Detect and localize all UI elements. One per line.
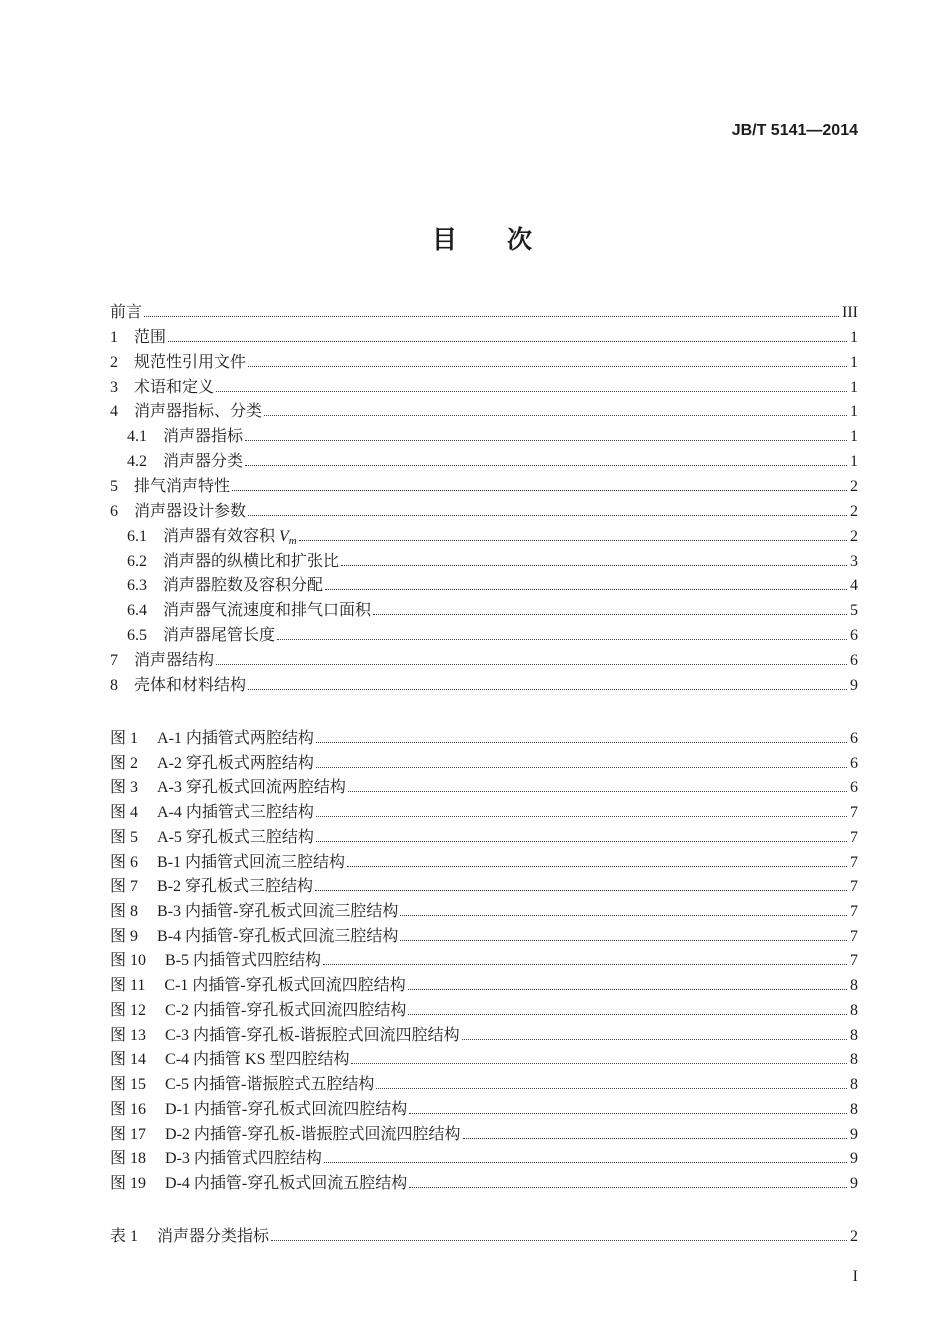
- dot-leader: [323, 964, 847, 965]
- figure-entry: [110, 974, 858, 999]
- figure-number: 图 19: [110, 1174, 147, 1192]
- figure-title: B-3 内插管-穿孔板式回流三腔结构: [157, 903, 399, 921]
- toc-number: 3: [110, 378, 118, 396]
- document-code: JB/T 5141—2014: [731, 122, 858, 139]
- dot-leader: [232, 490, 847, 491]
- figure-entry: [110, 826, 858, 851]
- toc-table-list: [110, 1225, 858, 1250]
- figure-entry: [110, 752, 858, 777]
- toc-title: 消声器分类: [163, 453, 244, 471]
- dot-leader: [316, 742, 847, 743]
- toc-number: 4: [110, 403, 118, 421]
- dot-leader: [351, 1063, 847, 1064]
- figure-entry: [110, 1073, 858, 1098]
- figure-number: 图 18: [110, 1150, 147, 1168]
- toc-entry: [110, 376, 858, 401]
- dot-leader: [348, 791, 847, 792]
- dot-leader: [277, 639, 847, 640]
- toc-entry: [110, 525, 858, 550]
- figure-title: A-5 穿孔板式三腔结构: [157, 828, 314, 846]
- toc-number: 6.2: [127, 552, 147, 570]
- figure-title: B-2 穿孔板式三腔结构: [157, 878, 314, 896]
- toc-page-number: 4: [850, 577, 858, 595]
- toc-title: 消声器的纵横比和扩张比: [163, 552, 340, 570]
- toc-page-number: 3: [850, 552, 858, 570]
- toc-number: 4.2: [127, 453, 147, 471]
- toc-page-number: 1: [850, 428, 858, 446]
- figure-page-number: 7: [850, 952, 858, 970]
- figure-page-number: 7: [850, 804, 858, 822]
- toc-number: 4.1: [127, 428, 147, 446]
- figure-page-number: 7: [850, 828, 858, 846]
- figure-entry: [110, 727, 858, 752]
- toc-number: 6.1: [127, 527, 147, 545]
- figure-number: 图 2: [110, 754, 139, 772]
- toc-number: 5: [110, 478, 118, 496]
- figure-page-number: 8: [850, 1001, 858, 1019]
- toc-page-number: 1: [850, 353, 858, 371]
- toc-title: 消声器气流速度和排气口面积: [163, 602, 372, 620]
- toc-page-number: 1: [850, 328, 858, 346]
- dot-leader: [462, 1039, 847, 1040]
- toc-number: 6.5: [127, 627, 147, 645]
- dot-leader: [216, 391, 847, 392]
- figure-entry: [110, 925, 858, 950]
- figure-entry: [110, 900, 858, 925]
- toc-entry: [110, 400, 858, 425]
- toc-title: 目 次: [432, 226, 533, 254]
- figure-number: 图 10: [110, 952, 147, 970]
- figure-page-number: 7: [850, 853, 858, 871]
- toc-title: 消声器设计参数: [134, 502, 247, 520]
- figure-page-number: 6: [850, 779, 858, 797]
- dot-leader: [299, 540, 847, 541]
- toc-figure-list: [110, 727, 858, 1197]
- table-title: 消声器分类指标: [157, 1228, 270, 1245]
- dot-leader: [216, 664, 847, 665]
- figure-title: B-5 内插管式四腔结构: [165, 952, 322, 970]
- toc-title: 壳体和材料结构: [134, 676, 247, 694]
- figure-title: D-4 内插管-穿孔板式回流五腔结构: [165, 1174, 408, 1192]
- figure-number: 图 11: [110, 977, 146, 995]
- figure-number: 图 3: [110, 779, 139, 797]
- figure-page-number: 9: [850, 1150, 858, 1168]
- figure-number: 图 4: [110, 804, 139, 822]
- toc-number: 7: [110, 652, 118, 670]
- figure-title: D-2 内插管-穿孔板-谐振腔式回流四腔结构: [165, 1125, 461, 1143]
- figure-entry: [110, 875, 858, 900]
- figure-title: C-1 内插管-穿孔板式回流四腔结构: [164, 977, 406, 995]
- toc-page-number: 2: [850, 502, 858, 520]
- toc-page-number: 5: [850, 602, 858, 620]
- toc-entry: [110, 624, 858, 649]
- dot-leader: [324, 1162, 847, 1163]
- toc-entry: [110, 351, 858, 376]
- figure-title: D-3 内插管式四腔结构: [165, 1150, 322, 1168]
- toc-title: 消声器腔数及容积分配: [163, 577, 324, 595]
- toc-entry: [110, 301, 858, 326]
- table-number: 表 1: [110, 1228, 139, 1245]
- figure-number: 图 7: [110, 878, 139, 896]
- dot-leader: [271, 1240, 847, 1241]
- toc-number: 6.3: [127, 577, 147, 595]
- toc-entry: [110, 599, 858, 624]
- table-page-number: 2: [850, 1228, 858, 1245]
- toc-title: 术语和定义: [134, 378, 215, 396]
- toc-title: 消声器有效容积: [163, 527, 276, 545]
- figure-page-number: 9: [850, 1125, 858, 1143]
- toc-title: 消声器结构: [134, 652, 215, 670]
- toc-page-number: 1: [850, 453, 858, 471]
- toc-title: 排气消声特性: [134, 478, 231, 496]
- toc-title: 前言: [110, 304, 143, 321]
- figure-title: C-5 内插管-谐振腔式五腔结构: [165, 1076, 375, 1094]
- dot-leader: [376, 1088, 847, 1089]
- toc-page-number: 2: [850, 478, 858, 496]
- dot-leader: [168, 341, 847, 342]
- toc-page-number: 6: [850, 627, 858, 645]
- dot-leader: [316, 767, 847, 768]
- figure-entry: [110, 776, 858, 801]
- toc-number: 8: [110, 676, 118, 694]
- figure-entry: [110, 1147, 858, 1172]
- toc-entry: [110, 674, 858, 699]
- dot-leader: [400, 940, 847, 941]
- figure-title: A-4 内插管式三腔结构: [157, 804, 314, 822]
- figure-entry: [110, 949, 858, 974]
- dot-leader: [248, 515, 847, 516]
- dot-leader: [264, 415, 847, 416]
- dot-leader: [373, 614, 847, 615]
- figure-entry: [110, 1024, 858, 1049]
- dot-leader: [325, 589, 847, 590]
- figure-title: D-1 内插管-穿孔板式回流四腔结构: [165, 1100, 408, 1118]
- dot-leader: [144, 316, 839, 317]
- figure-number: 图 13: [110, 1026, 147, 1044]
- figure-page-number: 9: [850, 1174, 858, 1192]
- figure-entry: [110, 801, 858, 826]
- dot-leader: [248, 689, 847, 690]
- dot-leader: [341, 565, 847, 566]
- toc-page-number: 1: [850, 378, 858, 396]
- toc-title: 消声器尾管长度: [163, 627, 276, 645]
- figure-entry: [110, 1123, 858, 1148]
- figure-number: 图 16: [110, 1100, 147, 1118]
- figure-number: 图 17: [110, 1125, 147, 1143]
- dot-leader: [248, 366, 847, 367]
- page-number: I: [852, 1268, 858, 1285]
- dot-leader: [463, 1138, 847, 1139]
- toc-entry: [110, 500, 858, 525]
- figure-page-number: 8: [850, 1026, 858, 1044]
- toc-entry: [110, 326, 858, 351]
- figure-page-number: 8: [850, 1100, 858, 1118]
- figure-number: 图 6: [110, 853, 139, 871]
- toc-title: 范围: [134, 328, 167, 346]
- toc-title: 规范性引用文件: [134, 353, 247, 371]
- figure-page-number: 7: [850, 878, 858, 896]
- figure-title: A-3 穿孔板式回流两腔结构: [157, 779, 346, 797]
- figure-page-number: 8: [850, 977, 858, 995]
- toc-title: 消声器指标: [163, 428, 244, 446]
- toc-number: 6.4: [127, 602, 147, 620]
- symbol-subscript: m: [288, 534, 297, 547]
- figure-entry: [110, 1098, 858, 1123]
- figure-number: 图 12: [110, 1001, 147, 1019]
- toc-entry: [110, 574, 858, 599]
- figure-page-number: 8: [850, 1076, 858, 1094]
- figure-entry: [110, 1048, 858, 1073]
- dot-leader: [409, 1187, 847, 1188]
- toc-entry: [110, 425, 858, 450]
- dot-leader: [347, 866, 847, 867]
- toc-entry: [110, 649, 858, 674]
- toc-page-number: 1: [850, 403, 858, 421]
- figure-number: 图 9: [110, 927, 139, 945]
- toc-number: 2: [110, 353, 118, 371]
- figure-number: 图 1: [110, 730, 139, 747]
- figure-number: 图 15: [110, 1076, 147, 1094]
- figure-title: B-4 内插管-穿孔板式回流三腔结构: [157, 927, 399, 945]
- figure-title: A-2 穿孔板式两腔结构: [157, 754, 314, 772]
- figure-title: C-3 内插管-穿孔板-谐振腔式回流四腔结构: [165, 1026, 460, 1044]
- dot-leader: [245, 440, 847, 441]
- dot-leader: [409, 1113, 847, 1114]
- figure-title: B-1 内插管式回流三腔结构: [157, 853, 346, 871]
- toc-number: 1: [110, 328, 118, 346]
- toc-section-list: [110, 301, 858, 699]
- dot-leader: [315, 890, 847, 891]
- toc-page-number: 6: [850, 652, 858, 670]
- toc-page-number: III: [842, 304, 858, 321]
- dot-leader: [245, 465, 847, 466]
- dot-leader: [408, 1014, 847, 1015]
- figure-number: 图 14: [110, 1051, 147, 1069]
- figure-number: 图 8: [110, 903, 139, 921]
- figure-title: A-1 内插管式两腔结构: [157, 730, 314, 747]
- figure-page-number: 6: [850, 754, 858, 772]
- figure-page-number: 6: [850, 730, 858, 747]
- toc-page-number: 2: [850, 527, 858, 545]
- dot-leader: [316, 841, 847, 842]
- toc-entry: [110, 450, 858, 475]
- toc-title: 消声器指标、分类: [134, 403, 263, 421]
- figure-entry: [110, 999, 858, 1024]
- figure-title: C-2 内插管-穿孔板式回流四腔结构: [165, 1001, 407, 1019]
- figure-number: 图 5: [110, 828, 139, 846]
- volume-symbol: [279, 525, 297, 550]
- figure-title: C-4 内插管 KS 型四腔结构: [165, 1051, 350, 1069]
- figure-page-number: 8: [850, 1051, 858, 1069]
- toc-entry: [110, 550, 858, 575]
- figure-page-number: 7: [850, 903, 858, 921]
- symbol-base: V: [279, 527, 289, 545]
- figure-page-number: 7: [850, 927, 858, 945]
- dot-leader: [408, 989, 847, 990]
- figure-entry: [110, 1172, 858, 1197]
- dot-leader: [400, 915, 847, 916]
- toc-page-number: 9: [850, 676, 858, 694]
- figure-entry: [110, 851, 858, 876]
- toc-entry: [110, 475, 858, 500]
- table-entry: [110, 1225, 858, 1250]
- toc-number: 6: [110, 502, 118, 520]
- dot-leader: [316, 816, 847, 817]
